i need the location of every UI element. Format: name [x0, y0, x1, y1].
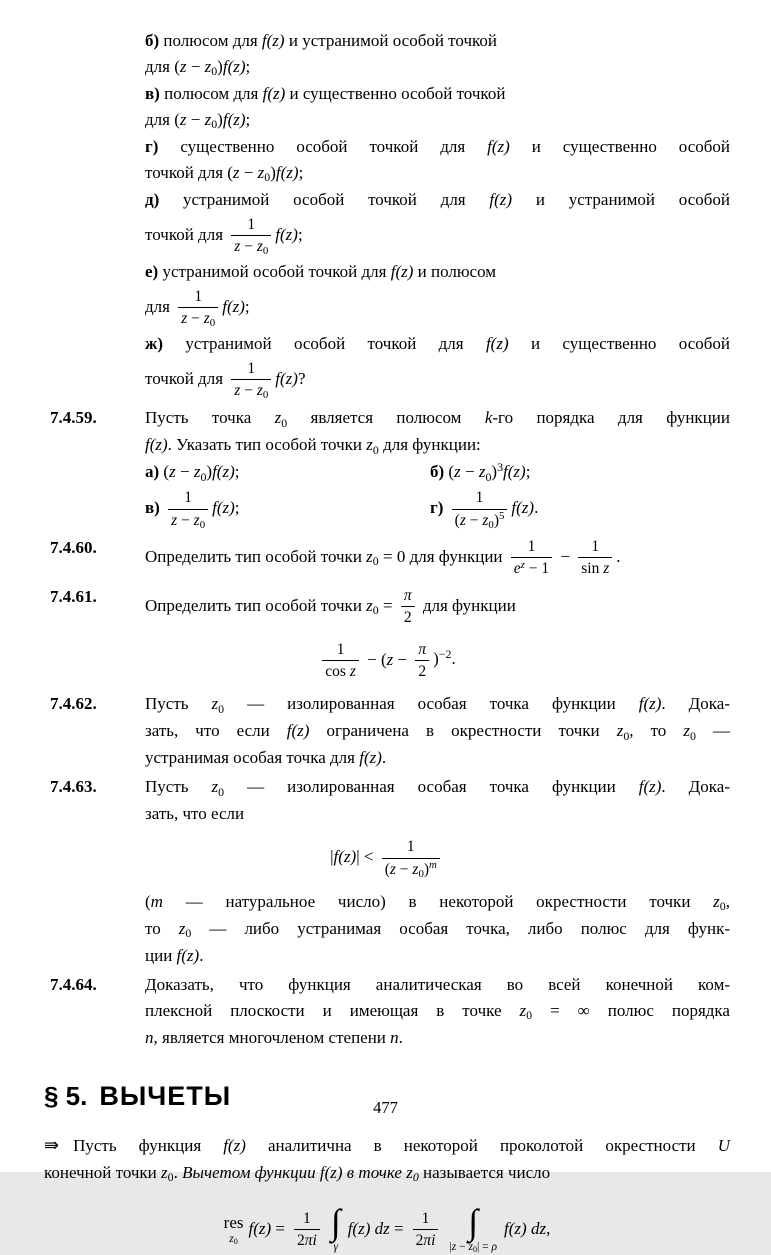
problem-7-4-63: [44, 774, 730, 969]
integral-limit: |z − z0| = ρ: [449, 1241, 498, 1255]
section-title: ВЫЧЕТЫ: [99, 1081, 232, 1111]
text-run: Определить тип особой точки z0 =: [145, 595, 397, 617]
fraction: [382, 837, 440, 879]
display-formula: [44, 638, 730, 684]
two-column-row: [145, 459, 730, 486]
text-run: f(z);: [222, 296, 250, 316]
fraction: [231, 359, 271, 401]
fraction: [413, 1209, 439, 1251]
text-line: Пусть точка z0 является полюсом k-го порядка для функции: [145, 408, 730, 430]
text-line: [145, 535, 730, 581]
fraction-numerator: 1: [168, 488, 208, 509]
fraction: [294, 1209, 320, 1251]
fraction: [168, 488, 208, 530]
problem-number: 7.4.59.: [50, 408, 97, 428]
subitems-list: [145, 28, 730, 402]
list-item-g-line2: точкой для (z − z0)f(z);: [145, 163, 304, 185]
list-item-zh-line2: [145, 357, 730, 403]
fraction: [511, 537, 552, 579]
subitem-a: а) (z − z0)f(z);: [145, 462, 240, 484]
list-item-zh-line1: ж) устранимой особой точкой для f(z) и существенно особой: [145, 333, 730, 353]
text-run: Пусть функция f(z) аналитична в некоторой проколотой окрестности U: [73, 1136, 730, 1155]
fraction-numerator: π: [401, 586, 415, 607]
subitem-g: [430, 486, 730, 532]
problem-number: 7.4.64.: [50, 975, 97, 994]
fraction: [231, 215, 271, 257]
text-line: конечной точки z0. Вычетом функции f(z) в точке z0 называется число: [44, 1163, 551, 1185]
fraction-denominator: $e^z - 1$: [513, 558, 550, 578]
text-line: [44, 1132, 730, 1159]
text-run: .: [616, 546, 621, 566]
problem-number: 7.4.62.: [50, 694, 97, 714]
problem-7-4-59: [44, 405, 730, 532]
triple-arrow-marker-icon: ⇛: [44, 1135, 60, 1156]
fraction: [178, 287, 218, 329]
text-line: ции f(z).: [145, 946, 204, 965]
problem-number: 7.4.61.: [50, 586, 97, 606]
fraction-denominator: z − z0: [234, 238, 269, 258]
fraction-numerator: 1: [178, 287, 218, 308]
fraction-numerator: 1: [382, 837, 440, 858]
definition-paragraph: [44, 1132, 730, 1255]
list-item-e-line2: [145, 285, 730, 331]
fraction-denominator: z − z0: [171, 511, 206, 531]
text-run: f(z) dz =: [347, 1219, 404, 1239]
integral: [449, 1204, 497, 1255]
fraction-denominator: 2: [403, 609, 412, 627]
text-run: f(z);: [275, 224, 303, 244]
fraction-numerator: 1: [452, 488, 508, 509]
fraction: [322, 640, 359, 682]
text-line: f(z). Указать тип особой точки z0 для функции:: [145, 435, 481, 457]
text-line: n, является многочленом степени n.: [145, 1028, 403, 1047]
fraction: [415, 640, 429, 682]
page-number: 477: [373, 1098, 398, 1117]
text-run: г): [430, 498, 448, 518]
text-line: зать, что если: [145, 804, 245, 824]
fraction-numerator: π: [415, 640, 429, 661]
fraction-denominator: z − z0: [234, 381, 269, 401]
problem-number: 7.4.63.: [50, 777, 97, 797]
fraction: [452, 488, 508, 530]
text-run: точкой для: [145, 224, 228, 244]
two-column-row: [145, 486, 730, 532]
list-item-v-line1: в) полюсом для f(z) и существенно особой точкой: [145, 84, 506, 103]
problem-7-4-61: [44, 584, 730, 684]
text-line: зать, что если f(z) ограничена в окрестности точки z0, то z0 —: [145, 721, 730, 743]
res-operator: [224, 1214, 244, 1245]
text-run: для: [145, 296, 175, 316]
text-line: Пусть z0 — изолированная особая точка функции f(z). Дока-: [145, 777, 730, 799]
problem-7-4-62: [44, 691, 730, 771]
list-item-e-line1: е) устранимой особой точкой для f(z) и полюсом: [145, 261, 497, 281]
list-item-b-line1: б) полюсом для f(z) и устранимой особой точкой: [145, 31, 497, 50]
fraction-numerator: 1: [231, 359, 271, 380]
text-run: для функции: [418, 595, 516, 615]
text-run: −: [556, 546, 575, 566]
list-item-b-line2: для (z − z0)f(z);: [145, 57, 251, 79]
fraction-numerator: 1: [413, 1209, 439, 1230]
problem-7-4-60: [44, 535, 730, 581]
text-run: точкой для: [145, 368, 228, 388]
text-line: Пусть z0 — изолированная особая точка функции f(z). Дока-: [145, 694, 730, 716]
fraction-denominator: $(z - z0)^5$: [454, 510, 505, 531]
fraction-denominator: sin z: [581, 560, 610, 578]
list-item-v-line2: для (z − z0)f(z);: [145, 110, 251, 132]
fraction-numerator: 1: [231, 215, 271, 236]
list-item-d-line1: д) устранимой особой точкой для f(z) и устранимой особой: [145, 190, 730, 209]
integral: [331, 1204, 341, 1255]
list-item-g-line1: г) существенно особой точкой для f(z) и существенно особой: [145, 137, 730, 156]
residue-formula: [44, 1204, 730, 1255]
res-subscript: z0: [229, 1232, 238, 1247]
res-word: res: [223, 1213, 244, 1233]
list-item-d-line2: [145, 213, 730, 259]
problem-number: 7.4.60.: [50, 538, 97, 557]
text-line: (m — натуральное число) в некоторой окрестности точки z0,: [145, 892, 730, 914]
text-run: Определить тип особой точки z0 = 0 для функции: [145, 546, 507, 569]
text-line: [145, 584, 730, 630]
fraction-denominator: cos z: [325, 662, 356, 680]
text-run: f(z) dz,: [504, 1219, 551, 1239]
subitem-b: б) $(z - z0)^3f(z)$;: [430, 460, 531, 484]
display-formula: [44, 835, 730, 881]
text-line: плексной плоскости и имеющая в точке z0 = ∞ полюс порядка: [145, 1001, 730, 1023]
fraction-numerator: 1: [322, 640, 359, 661]
fraction-denominator: 2πi: [415, 1231, 436, 1249]
integral-limit: γ: [333, 1241, 339, 1253]
fraction-numerator: 1: [294, 1209, 320, 1230]
text-run: )$^{-2}$.: [433, 647, 456, 669]
fraction-numerator: 1: [578, 537, 612, 558]
problem-7-4-64: [44, 972, 730, 1051]
fraction: [578, 537, 612, 579]
fraction-denominator: 2πi: [297, 1231, 317, 1249]
integral-sign: ∫: [468, 1202, 479, 1242]
text-run: − (z −: [362, 649, 412, 669]
section-number: § 5.: [44, 1081, 88, 1111]
fraction-numerator: 1: [511, 537, 552, 558]
text-run: f(z) =: [248, 1219, 285, 1239]
text-line: Доказать, что функция аналитическая во всей конечной ком-: [145, 975, 730, 994]
fraction-denominator: $(z - z0)^m$: [384, 859, 437, 880]
text-line: то z0 — либо устранимая особая точка, либо полюс для функ-: [145, 919, 730, 941]
text-run: в): [145, 498, 165, 518]
fraction: [401, 586, 415, 628]
integral-sign: ∫: [330, 1202, 341, 1242]
text-line: устранимая особая точка для f(z).: [145, 748, 387, 768]
fraction-denominator: z − z0: [181, 310, 216, 330]
fraction-denominator: 2: [418, 662, 427, 680]
text-run: |f(z)| <: [330, 847, 378, 867]
text-run: f(z);: [212, 498, 240, 518]
text-run: f(z).: [511, 498, 539, 518]
text-run: f(z)?: [275, 368, 306, 388]
subitem-v: [145, 486, 430, 532]
